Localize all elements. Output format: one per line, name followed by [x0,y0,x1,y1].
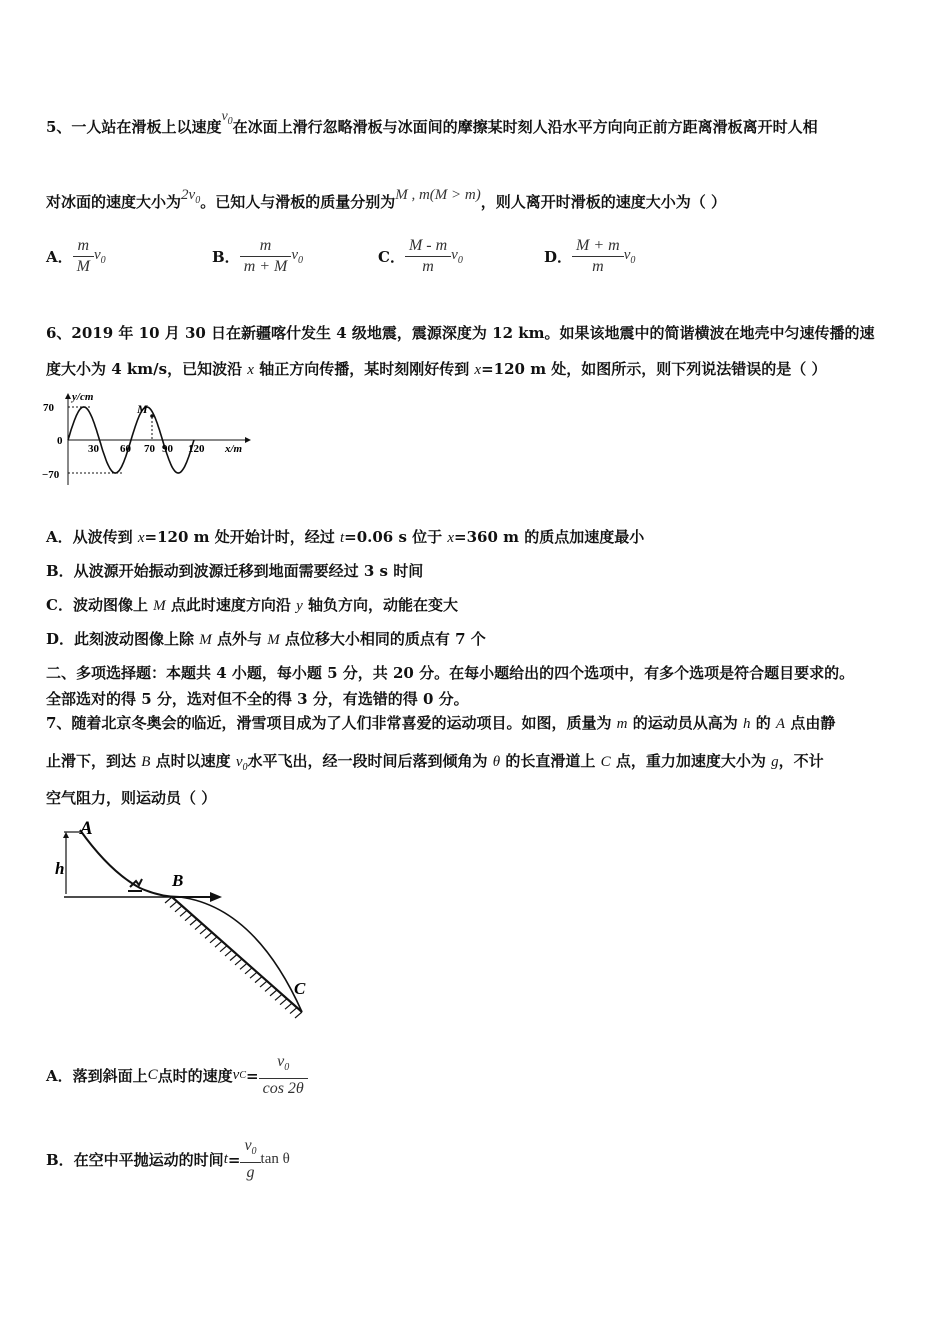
q5-line1: 5、一人站在滑板上以速度$v_0$在冰面上滑行忽略滑板与冰面间的摩擦某时刻人沿水平方向向正前方距离滑板离开时人相 [46,109,818,136]
xtick-70: 70 [144,443,155,455]
q5-option-d[interactable]: D． $\frac{M + m}{m}$ $v_0$ [544,237,636,275]
tan-theta: tan θ [260,1151,290,1168]
fraction: $\frac{m}{m + M}$ [240,236,292,277]
q6-option-a[interactable]: A．从波传到 x=120 m 处开始计时，经过 t=0.06 s 位于 x=360 m 的质点加速度最小 [46,528,645,546]
fraction: $\frac{m}{M}$ [73,236,94,277]
hatch-mark [270,990,277,996]
hatch-mark [205,932,212,938]
fraction: $\frac{M + m}{m}$ [572,236,624,277]
hatch-mark [200,928,207,934]
label-h: h [55,859,65,878]
q5-options [46,236,710,277]
xtick-30: 30 [88,443,99,455]
hatch-mark [275,994,282,1000]
hatch-mark [265,985,272,991]
hatch-mark [295,1012,302,1018]
hatch-mark [250,972,257,978]
hatch-mark [235,959,242,965]
hatch-mark [240,963,247,969]
hatch-mark [195,924,202,930]
velocity-arrowhead [210,892,222,902]
fraction: $\frac{v_0}{\cos 2\theta}$ [259,1052,308,1099]
label-m: M [137,402,148,416]
x-axis-arrow [245,437,251,443]
mass-expression: M , m(M > m) [395,187,481,203]
v0-symbol: $v_0$ [93,247,106,266]
q5-option-b[interactable]: B． $\frac{m}{m + M}$ $v_0$ [212,237,304,275]
q7-option-b[interactable]: B．在空中平抛运动的时间 t = $\frac{v_0}{g}$ tan θ [46,1137,290,1182]
q7-line3: 空气阻力，则运动员（ ） [46,789,217,807]
hatch-mark [215,941,222,947]
q5-line2: 对冰面的速度大小为$2v_0$。已知人与滑板的质量分别为M , m(M > m)，则人离开时滑板的速度大小为（ ） [46,187,726,211]
hatch-mark [225,950,232,956]
xtick-60: 60 [120,443,131,455]
v0-symbol: $v_0$ [291,247,304,266]
hatch-mark [210,937,217,943]
label-a: A [80,818,93,839]
hatch-mark [165,897,172,903]
ytick-0: 0 [57,435,63,447]
ski-figure [50,812,320,1022]
q5-option-a[interactable]: A． $\frac{m}{M}$ $v_0$ [46,237,106,275]
hatch-mark [290,1008,297,1014]
x-axis-label: x/m [225,443,243,455]
hatch-mark [255,977,262,983]
incline-hatching [165,897,302,1018]
v0-symbol: $v_0$ [221,109,233,127]
hatch-mark [260,981,267,987]
wave-graph [40,390,260,490]
xtick-120: 120 [188,443,205,455]
fraction: $\frac{M - m}{m}$ [405,236,451,277]
label-b: B [172,871,184,890]
hatch-mark [190,919,197,925]
q5-option-c[interactable]: C． $\frac{M - m}{m}$ $v_0$ [378,237,463,275]
q7-line1: 7、随着北京冬奥会的临近，滑雪项目成为了人们非常喜爱的运动项目。如图，质量为 m 的运动员从高为 h 的 A 点由静 [46,714,836,732]
section2-line2: 全部选对的得 5 分，选对但不全的得 3 分，有选错的得 0 分。 [46,690,469,708]
xtick-90: 90 [162,443,173,455]
ytick-minus70: −70 [42,469,60,481]
v0-symbol: $v_0$ [451,247,463,266]
q6-line1: 6、2019 年 10 月 30 日在新疆喀什发生 4 级地震，震源深度为 12 km。如果该地震中的简谐横波在地壳中匀速传播的速 [46,324,875,342]
hatch-mark [220,946,227,952]
hatch-mark [285,1003,292,1009]
fraction: $\frac{v_0}{g}$ [240,1136,260,1183]
q6-line2: 度大小为 4 km/s，已知波沿 x 轴正方向传播，某时刻刚好传到 x=120 m 处，如图所示，则下列说法错误的是（ ） [46,360,827,378]
hatch-mark [230,955,237,961]
v0-symbol: $v_0$ [235,754,248,773]
two-v0: $2v_0$ [181,187,201,206]
hatch-mark [245,968,252,974]
ytick-70: 70 [43,402,54,414]
hatch-mark [280,999,287,1005]
h-arrow [63,832,69,838]
label-c: C [294,979,306,998]
q6-option-b[interactable]: B．从波源开始振动到波源迁移到地面需要经过 3 s 时间 [46,562,424,580]
y-axis-arrow [65,393,71,399]
hatch-mark [170,901,177,907]
q6-option-d[interactable]: D．此刻波动图像上除 M 点外与 M 点位移大小相同的质点有 7 个 [46,630,486,648]
hatch-mark [180,910,187,916]
q6-option-c[interactable]: C．波动图像上 M 点此时速度方向沿 y 轴负方向，动能在变大 [46,596,459,614]
hatch-mark [175,906,182,912]
y-axis-label: y/cm [72,391,94,403]
q7-line2: 止滑下，到达 B 点时以速度 $v_0$水平飞出，经一段时间后落到倾角为 θ 的长直滑道上 C 点，重力加速度大小为 g，不计 [46,752,824,773]
point-m [150,414,154,418]
hatch-mark [185,915,192,921]
section2-line1: 二、多项选择题：本题共 4 小题，每小题 5 分，共 20 分。在每小题给出的四个选项中，有多个选项是符合题目要求的。 [46,664,855,682]
q7-option-a[interactable]: A．落到斜面上 C 点时的速度 v C = $\frac{v_0}{\cos 2\theta}$ [46,1052,308,1099]
v0-symbol: $v_0$ [623,247,636,266]
